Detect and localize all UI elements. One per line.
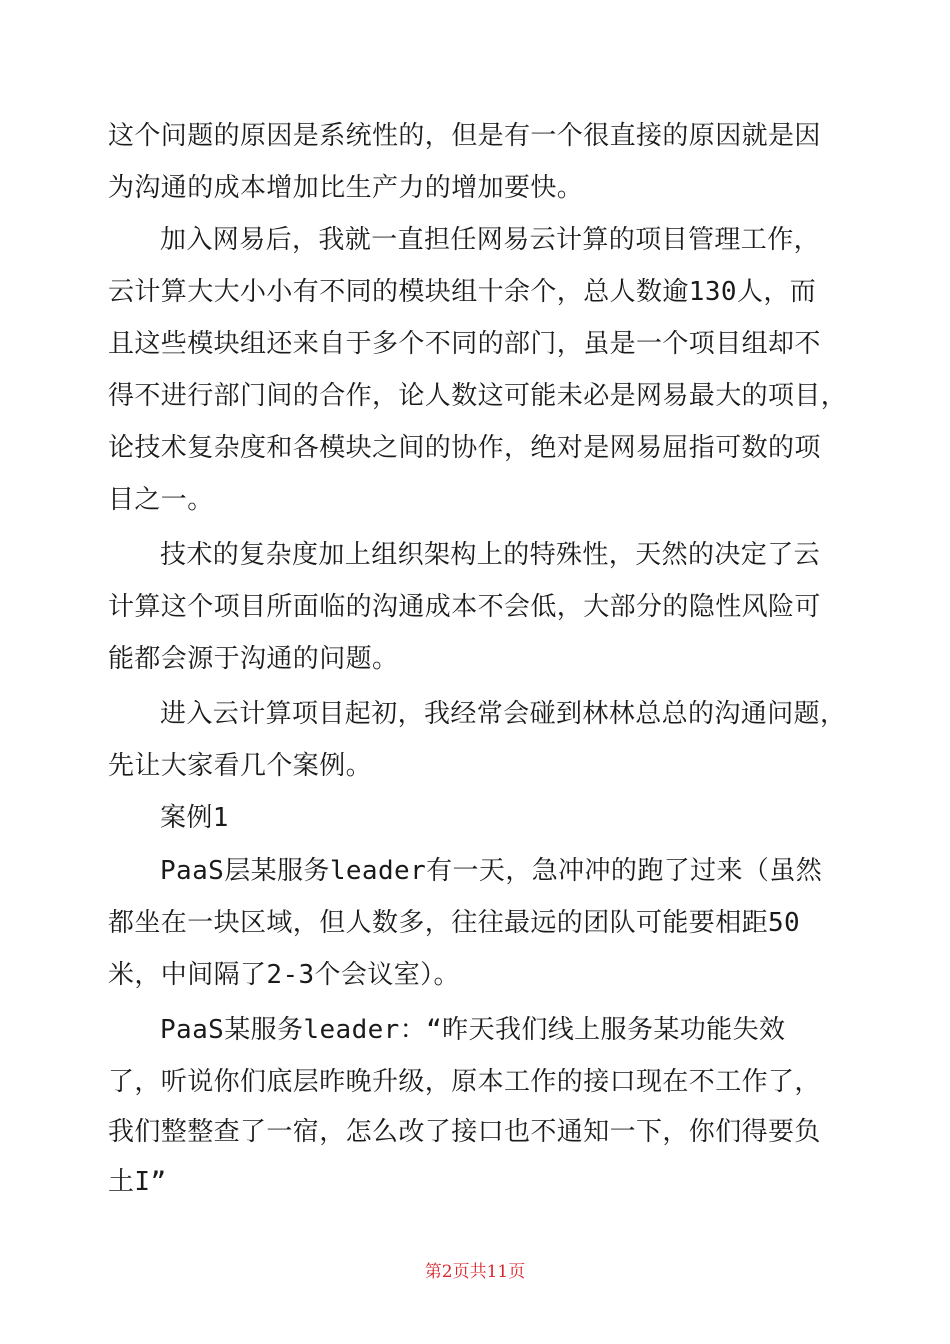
text-line: 云计算大大小小有不同的模块组十余个，总人数逾130人，而 — [108, 277, 817, 307]
text-line: PaaS某服务leader：“昨天我们线上服务某功能失效 — [160, 1015, 786, 1045]
text-line: 论技术复杂度和各模块之间的协作，绝对是网易屈指可数的项 — [108, 433, 821, 463]
text-line: 这个问题的原因是系统性的，但是有一个很直接的原因就是因 — [108, 121, 821, 151]
text-line: PaaS层某服务leader有一天，急冲冲的跑了过来（虽然 — [160, 856, 823, 886]
page-number: 第2页共11页 — [424, 1262, 526, 1282]
case-heading: 案例1 — [160, 803, 229, 833]
text-line: 计算这个项目所面临的沟通成本不会低，大部分的隐性风险可 — [108, 592, 821, 622]
text-line: 米，中间隔了2-3个会议室）。 — [108, 960, 460, 990]
text-line: 进入云计算项目起初，我经常会碰到林林总总的沟通问题， — [160, 699, 847, 729]
text-line: 技术的复杂度加上组织架构上的特殊性，天然的决定了云 — [160, 540, 821, 570]
text-line: 加入网易后，我就一直担任网易云计算的项目管理工作， — [160, 225, 821, 255]
text-line: 了，听说你们底层昨晚升级，原本工作的接口现在不工作了， — [108, 1067, 821, 1097]
text-line: 先让大家看几个案例。 — [108, 751, 373, 781]
text-line: 为沟通的成本增加比生产力的增加要快。 — [108, 173, 584, 203]
text-line: 且这些模块组还来自于多个不同的部门，虽是一个项目组却不 — [108, 329, 821, 359]
text-line: 都坐在一块区域，但人数多，往往最远的团队可能要相距50 — [108, 908, 801, 938]
text-line: 能都会源于沟通的问题。 — [108, 644, 399, 674]
text-line: 目之一。 — [108, 485, 214, 515]
text-line: 我们整整查了一宿，怎么改了接口也不通知一下，你们得要负 — [108, 1117, 821, 1147]
text-line: 得不进行部门间的合作，论人数这可能未必是网易最大的项目， — [108, 381, 848, 411]
text-line: 土I” — [108, 1167, 167, 1197]
